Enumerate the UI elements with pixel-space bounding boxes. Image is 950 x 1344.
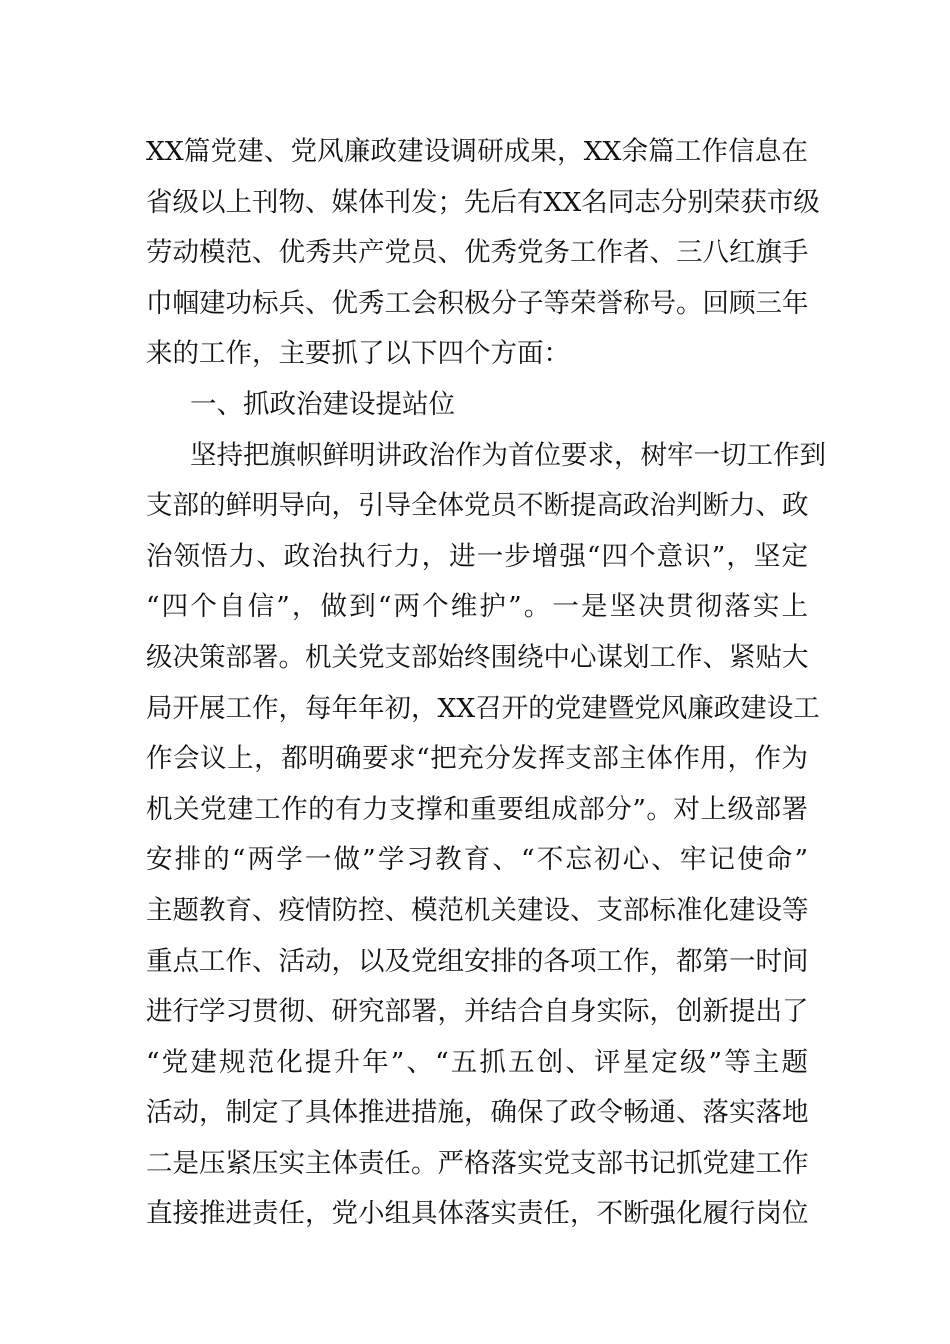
text-line: 二是压紧压实主体责任。严格落实党支部书记抓党建工作 bbox=[146, 1147, 809, 1179]
text-line: 来的工作，主要抓了以下四个方面： bbox=[146, 338, 570, 370]
text-line: 坚持把旗帜鲜明讲政治作为首位要求，树牢一切工作到 bbox=[190, 439, 826, 471]
text-line: 重点工作、活动，以及党组安排的各项工作，都第一时间 bbox=[146, 945, 809, 977]
text-line: 安排的“两学一做”学习教育、“不忘初心、牢记使命” bbox=[146, 844, 808, 876]
text-line: 主题教育、疫情防控、模范机关建设、支部标准化建设等 bbox=[146, 894, 809, 926]
text-line: 局开展工作，每年年初，XX召开的党建暨党风廉政建设工 bbox=[146, 692, 820, 724]
text-line: 省级以上刊物、媒体刊发；先后有XX名同志分别荣获市级 bbox=[146, 186, 820, 218]
text-line: “党建规范化提升年”、“五抓五创、评星定级”等主题 bbox=[146, 1046, 808, 1078]
body-text bbox=[146, 127, 826, 1240]
text-line: XX篇党建、党风廉政建设调研成果，XX余篇工作信息在 bbox=[146, 136, 808, 167]
text-line: 直接推进责任，党小组具体落实责任，不断强化履行岗位 bbox=[146, 1198, 809, 1230]
text-line: 支部的鲜明导向，引导全体党员不断提高政治判断力、政 bbox=[146, 490, 809, 522]
text-line: 劳动模范、优秀共产党员、优秀党务工作者、三八红旗手 bbox=[146, 237, 809, 269]
text-line: 活动，制定了具体推进措施，确保了政令畅通、落实落地 bbox=[146, 1097, 809, 1129]
text-line: 治领悟力、政治执行力，进一步增强“四个意识”，坚定 bbox=[146, 540, 808, 572]
section-heading: 一、抓政治建设提站位 bbox=[190, 388, 455, 420]
text-line: 级决策部署。机关党支部始终围绕中心谋划工作、紧贴大 bbox=[146, 641, 809, 673]
text-line: 作会议上，都明确要求“把充分发挥支部主体作用，作为 bbox=[146, 743, 808, 775]
text-line: “四个自信”，做到“两个维护”。一是坚决贯彻落实上 bbox=[146, 591, 808, 623]
text-line: 机关党建工作的有力支撑和重要组成部分”。对上级部署 bbox=[146, 793, 808, 825]
text-line: 巾帼建功标兵、优秀工会积极分子等荣誉称号。回顾三年 bbox=[146, 287, 809, 319]
text-line: 进行学习贯彻、研究部署，并结合自身实际，创新提出了 bbox=[146, 996, 809, 1028]
